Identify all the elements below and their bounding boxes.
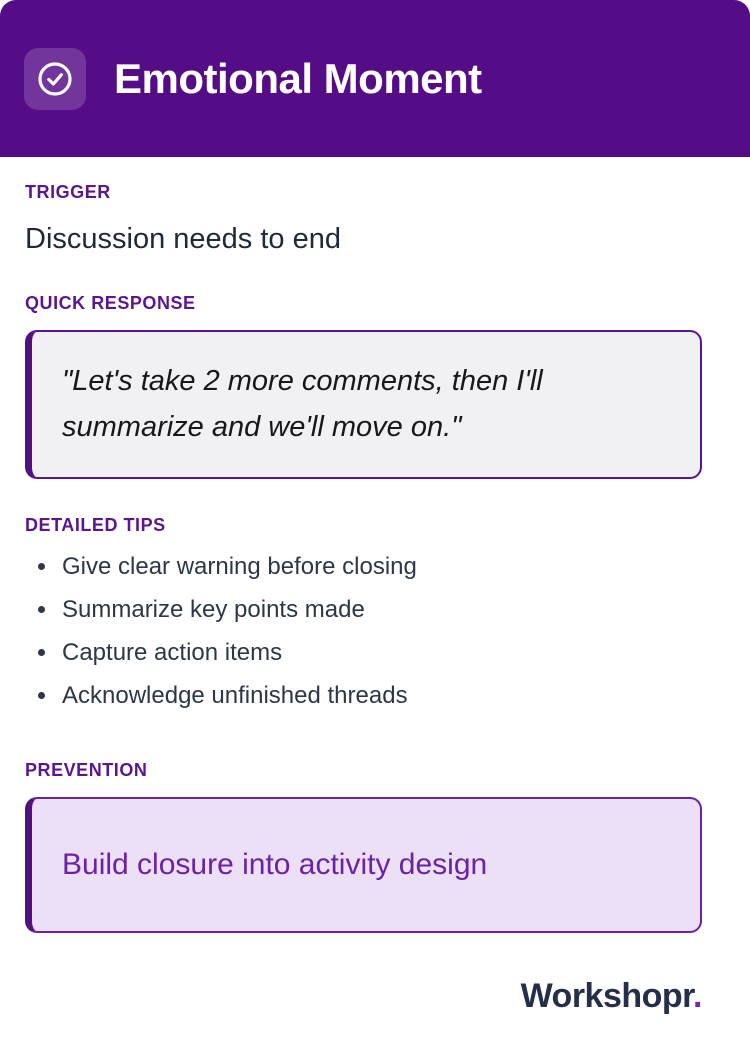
brand-logo bbox=[521, 977, 702, 1015]
tip-item: Summarize key points made bbox=[25, 595, 702, 625]
card-content bbox=[0, 157, 750, 1050]
check-circle-icon bbox=[24, 48, 86, 110]
quick-response-label: QUICK RESPONSE bbox=[25, 293, 196, 313]
detailed-tips-label: DETAILED TIPS bbox=[25, 514, 166, 535]
detailed-tips-list bbox=[25, 552, 702, 724]
trigger-label: TRIGGER bbox=[25, 182, 111, 202]
card-footer bbox=[25, 977, 702, 1016]
brand-dot: . bbox=[693, 976, 702, 1015]
prevention-box bbox=[25, 797, 702, 933]
prevention-text: Build closure into activity design bbox=[62, 847, 488, 881]
brand-text: Workshopr bbox=[520, 976, 694, 1015]
trigger-text: Discussion needs to end bbox=[25, 223, 341, 255]
prevention-label: PREVENTION bbox=[25, 759, 148, 780]
tip-item: Give clear warning before closing bbox=[25, 552, 702, 582]
tip-item: Acknowledge unfinished threads bbox=[25, 681, 702, 711]
card-title: Emotional Moment bbox=[114, 54, 482, 102]
card-header bbox=[0, 0, 750, 157]
quick-response-box bbox=[25, 330, 702, 479]
quick-response-text: "Let's take 2 more comments, then I'll summarize and we'll move on." bbox=[62, 365, 543, 444]
tip-item: Capture action items bbox=[25, 638, 702, 668]
